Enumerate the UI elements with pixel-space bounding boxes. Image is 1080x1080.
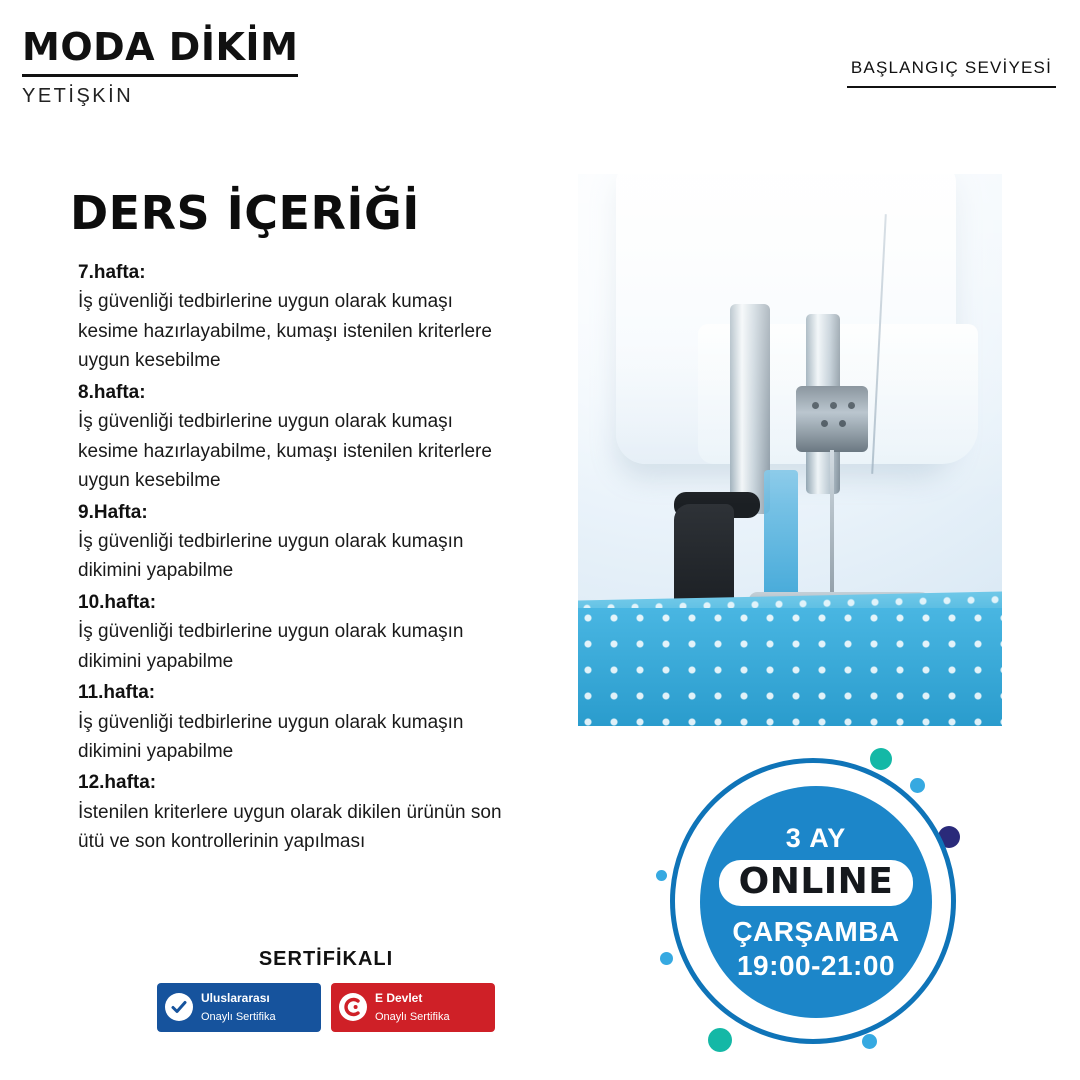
- course-content: [70, 186, 510, 859]
- brand-block: [22, 25, 322, 108]
- badge-mode: ONLINE: [719, 860, 914, 906]
- brand-title: MODA DİKİM: [22, 28, 298, 77]
- week-description: İstenilen kriterlere uygun olarak dikilen ürünün son ütü ve son kontrollerinin yapılması: [78, 801, 502, 853]
- decor-dot: [862, 1034, 877, 1049]
- list-item: [70, 378, 510, 496]
- page-title: DERS İÇERİĞİ: [70, 186, 420, 240]
- status-badge: [157, 983, 321, 1032]
- photo-illustration: [578, 174, 1002, 726]
- week-label: 9.Hafta:: [78, 501, 148, 523]
- decor-dot: [910, 778, 925, 793]
- certificates-title: SERTİFİKALI: [258, 948, 394, 970]
- list-item: [70, 768, 510, 856]
- week-label: 10.hafta:: [78, 591, 157, 613]
- level-label: BAŞLANGIÇ SEVİYESİ: [847, 58, 1056, 88]
- decor-dot: [656, 870, 667, 881]
- certificate-badges: [146, 983, 506, 1032]
- list-item: [70, 498, 510, 586]
- list-item: [70, 258, 510, 376]
- decor-dot: [660, 952, 673, 965]
- brand-subtitle: YETİŞKİN: [22, 84, 134, 107]
- week-description: İş güvenliği tedbirlerine uygun olarak kumaşı kesime hazırlayabilme, kumaşı istenilen kriterlere uygun kesebilme: [78, 291, 492, 372]
- certificate-note: Onaylı Sertifika: [201, 1011, 276, 1024]
- badge-day: ÇARŞAMBA: [732, 915, 900, 947]
- week-label: 7.hafta:: [78, 262, 146, 283]
- week-description: İş güvenliği tedbirlerine uygun olarak kumaşı kesime hazırlayabilme, kumaşı istenilen kriterlere uygun kesebilme: [78, 411, 492, 492]
- list-item: [70, 678, 510, 766]
- certificate-name: E Devlet: [375, 991, 423, 1005]
- week-description: İş güvenliği tedbirlerine uygun olarak kumaşın dikimini yapabilme: [78, 621, 464, 672]
- badge-circle: [700, 786, 932, 1018]
- week-description: İş güvenliği tedbirlerine uygun olarak kumaşın dikimini yapabilme: [78, 711, 464, 762]
- decor-dot: [870, 748, 892, 770]
- certificates-block: [146, 948, 506, 1032]
- level-block: [847, 58, 1056, 88]
- status-badge: [331, 983, 495, 1032]
- edevlet-icon: [339, 993, 367, 1021]
- certificate-texts: [375, 989, 450, 1026]
- week-label: 8.hafta:: [78, 381, 146, 403]
- week-label: 12.hafta:: [78, 772, 157, 794]
- online-badge: [648, 742, 988, 1062]
- list-item: [70, 588, 510, 676]
- badge-duration: 3 AY: [785, 822, 847, 853]
- week-description: İş güvenliği tedbirlerine uygun olarak kumaşın dikimini yapabilme: [78, 530, 464, 582]
- certificate-texts: [201, 989, 276, 1026]
- badge-time: 19:00-21:00: [736, 949, 896, 981]
- check-icon: [165, 993, 193, 1021]
- decor-dot: [708, 1028, 732, 1052]
- sewing-machine-photo: [578, 174, 1002, 726]
- certificate-name: Uluslararası: [201, 991, 270, 1005]
- week-label: 11.hafta:: [78, 682, 156, 704]
- certificate-note: Onaylı Sertifika: [375, 1011, 450, 1024]
